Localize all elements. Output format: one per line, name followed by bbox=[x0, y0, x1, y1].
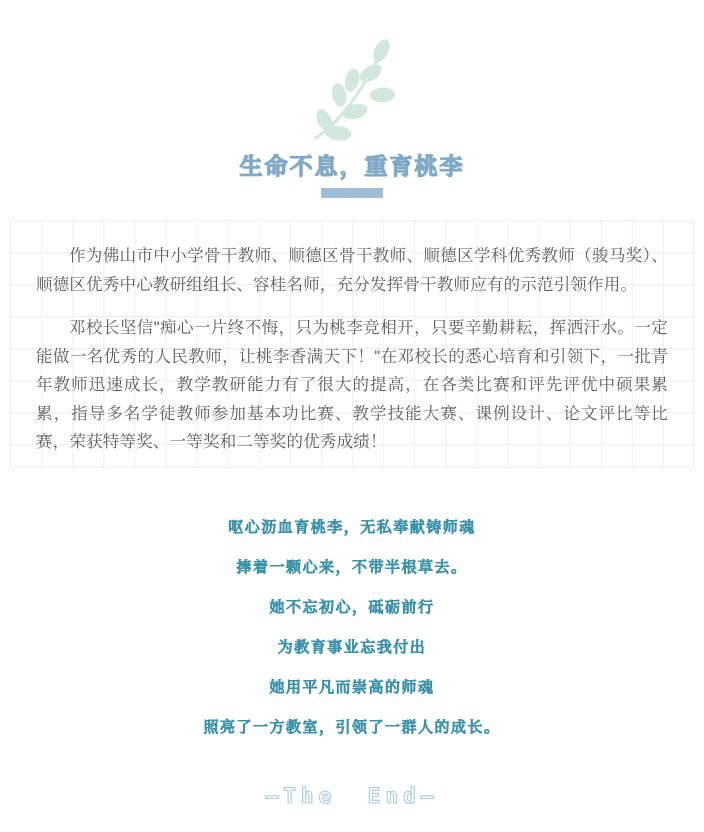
the-end-label: —The End— bbox=[265, 784, 439, 808]
poem-line: 照亮了一方教室，引领了一群人的成长。 bbox=[203, 719, 501, 736]
poem-section bbox=[0, 520, 704, 736]
page-title: 生命不息，重育桃李 bbox=[239, 153, 465, 179]
article-paragraph: 邓校长坚信"痴心一片终不悔，只为桃李竞相开，只要辛勤耕耘，挥洒汗水。一定能做一名优秀的人民教师，让桃李香满天下！"在邓校长的悉心培育和引领下，一批青年教师迅速成长，教学教研能力有了很大的提高，在各类比赛和评先评优中硕果累累，指导多名学徒教师参加基本功比赛、教学技能大赛、课例设计、论文评比等比赛，荣获特等奖、一等奖和二等奖的优秀成绩！ bbox=[36, 319, 668, 451]
leaf-branch-icon bbox=[0, 34, 704, 146]
poem-line: 捧着一颗心来，不带半根草去。 bbox=[236, 559, 468, 576]
poem-line: 为教育事业忘我付出 bbox=[277, 639, 427, 656]
hero-section bbox=[0, 0, 704, 198]
poem-line: 她用平凡而崇高的师魂 bbox=[269, 679, 435, 696]
article-paragraph: 作为佛山市中小学骨干教师、顺德区骨干教师、顺德区学科优秀教师（骏马奖）、顺德区优秀中心教研组组长、容桂名师，充分发挥骨干教师应有的示范引领作用。 bbox=[36, 247, 668, 294]
title-underline-bar bbox=[321, 188, 383, 198]
article-body bbox=[10, 220, 694, 468]
poem-line: 呕心沥血育桃李，无私奉献铸师魂 bbox=[228, 519, 476, 536]
poem-line: 她不忘初心，砥砺前行 bbox=[269, 599, 435, 616]
